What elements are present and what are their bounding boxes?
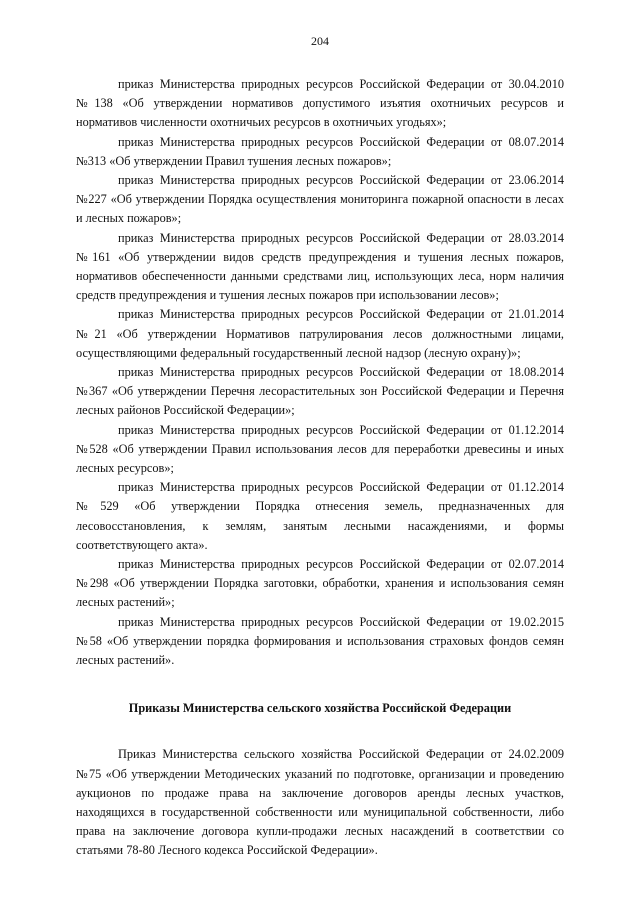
order-paragraph-9: приказ Министерства природных ресурсов Российской Федерации от 02.07.2014 №298 «Об утверждении Порядка заготовки, обработки, хранения и использования семян лесных растений»; xyxy=(76,557,564,610)
order-paragraph-6: приказ Министерства природных ресурсов Российской Федерации от 18.08.2014 №367 «Об утверждении Перечня лесорастительных зон Российской Федерации и Перечня лесных районов Российской Федерации»; xyxy=(76,365,564,418)
order-paragraph-3: приказ Министерства природных ресурсов Российской Федерации от 23.06.2014 №227 «Об утверждении Порядка осуществления мониторинга пожарной опасности в лесах и лесных пожаров»; xyxy=(76,173,564,226)
order-paragraph-10: приказ Министерства природных ресурсов Российской Федерации от 19.02.2015 №58 «Об утверждении порядка формирования и использования страховых фондов семян лесных растений». xyxy=(76,614,564,668)
order-paragraph-1: приказ Министерства природных ресурсов Российской Федерации от 30.04.2010 №138 «Об утверждении нормативов допустимого изъятия охотничьих ресурсов и нормативов численности охотничьих ресурсов в охотничьих угодьях»; xyxy=(76,77,564,130)
order-paragraph-8: приказ Министерства природных ресурсов Российской Федерации от 01.12.2014 №529 «Об утверждении Порядка отнесения земель, предназначенных для лесовосстановления, к землям, занятым лесными насаждениями, и формы соответствующего акта». xyxy=(76,480,564,552)
order-paragraph-7: приказ Министерства природных ресурсов Российской Федерации от 01.12.2014 №528 «Об утверждении Правил использования лесов для переработки древесины и иных лесных ресурсов»; xyxy=(76,422,564,476)
order-paragraph-2: приказ Министерства природных ресурсов Российской Федерации от 08.07.2014 №313 «Об утверждении Правил тушения лесных пожаров»; xyxy=(76,134,564,168)
page-content xyxy=(76,75,564,861)
section-heading: Приказы Министерства сельского хозяйства Российской Федерации xyxy=(128,701,512,716)
section-paragraph: Приказ Министерства сельского хозяйства Российской Федерации от 24.02.2009 №75 «Об утверждении Методических указаний по подготовке, организации и проведению аукционов по продаже права на заключение договоров аренды лесных участков, находящихся в государственной собственности или муниципальной собственности, либо права на заключение договора купли-продажи лесных насаждений в соответствии со статьями 78-80 Лесного кодекса Российской Федерации». xyxy=(76,747,564,858)
order-paragraph-4: приказ Министерства природных ресурсов Российской Федерации от 28.03.2014 №161 «Об утверждении видов средств предупреждения и тушения лесных пожаров, нормативов обеспеченности данными средствами лиц, использующих леса, норм наличия средств предупреждения и тушения лесных пожаров при использовании лесов»; xyxy=(76,230,564,303)
order-paragraph-5: приказ Министерства природных ресурсов Российской Федерации от 21.01.2014 №21 «Об утверждении Нормативов патрулирования лесов должностными лицами, осуществляющими федеральный государственный лесной надзор (лесную охрану)»; xyxy=(76,307,564,360)
page-number: 204 xyxy=(311,34,329,48)
